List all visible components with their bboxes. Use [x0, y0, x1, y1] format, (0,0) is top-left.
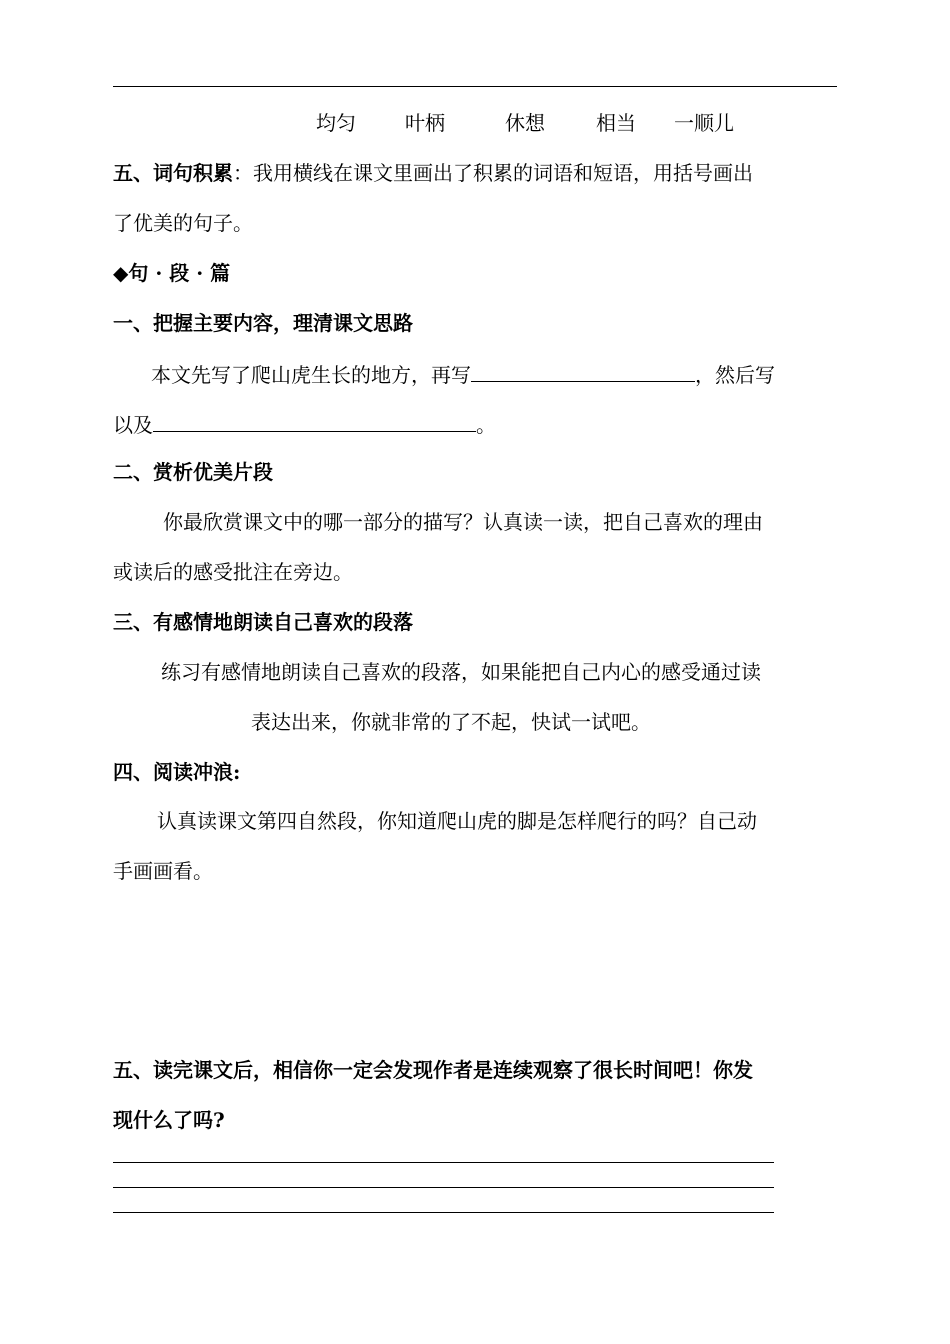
- word-accumulation-heading: 五、词句积累: [113, 161, 233, 185]
- q3-line-2: 表达出来，你就非常的了不起，快试一试吧。: [251, 710, 651, 734]
- vocab-word: 相当: [596, 111, 636, 135]
- q2-heading: 二、赏析优美片段: [113, 460, 273, 484]
- answer-line[interactable]: [113, 1162, 774, 1163]
- part-title: ◆句 · 段 · 篇: [113, 261, 231, 285]
- q1-text-a: 本文先写了爬山虎生长的地方，再写: [151, 363, 471, 387]
- vocab-word: 均匀: [316, 111, 356, 135]
- q3-line-1: 练习有感情地朗读自己喜欢的段落，如果能把自己内心的感受通过读: [161, 660, 761, 684]
- word-accumulation-line-1: [113, 161, 753, 185]
- q2-line-2: 或读后的感受批注在旁边。: [113, 560, 353, 584]
- word-accumulation-line-2: 了优美的句子。: [113, 211, 253, 235]
- q2-line-1: 你最欣赏课文中的哪一部分的描写？认真读一读，把自己喜欢的理由: [163, 510, 763, 534]
- q4-line-1: 认真读课文第四自然段，你知道爬山虎的脚是怎样爬行的吗？自己动: [157, 809, 757, 833]
- q1-text-d: 。: [476, 413, 496, 437]
- vocab-word: 一顺儿: [674, 111, 734, 135]
- answer-line[interactable]: [113, 1212, 774, 1213]
- q1-line-1: [151, 361, 775, 387]
- q5-line-2: 现什么了吗?: [113, 1108, 225, 1132]
- q4-line-2: 手画画看。: [113, 859, 213, 883]
- q1-heading: 一、把握主要内容，理清课文思路: [113, 311, 413, 335]
- q3-heading: 三、有感情地朗读自己喜欢的段落: [113, 610, 413, 634]
- q1-blank-1[interactable]: [471, 361, 695, 382]
- q1-text-b: ，然后写: [695, 363, 775, 387]
- word-accumulation-text: 我用横线在课文里画出了积累的词语和短语，用括号画出: [253, 161, 753, 185]
- q1-line-2: [113, 411, 496, 437]
- heading-colon: ：: [233, 161, 253, 185]
- q4-heading: 四、阅读冲浪:: [113, 760, 241, 784]
- vocab-word: 休想: [505, 111, 545, 135]
- answer-line[interactable]: [113, 1187, 774, 1188]
- vocab-word: 叶柄: [405, 111, 445, 135]
- header-rule: [113, 86, 837, 87]
- q5-line-1: 五、读完课文后，相信你一定会发现作者是连续观察了很长时间吧！你发: [113, 1058, 753, 1082]
- q1-blank-2[interactable]: [153, 411, 476, 432]
- q1-text-c: 以及: [113, 413, 153, 437]
